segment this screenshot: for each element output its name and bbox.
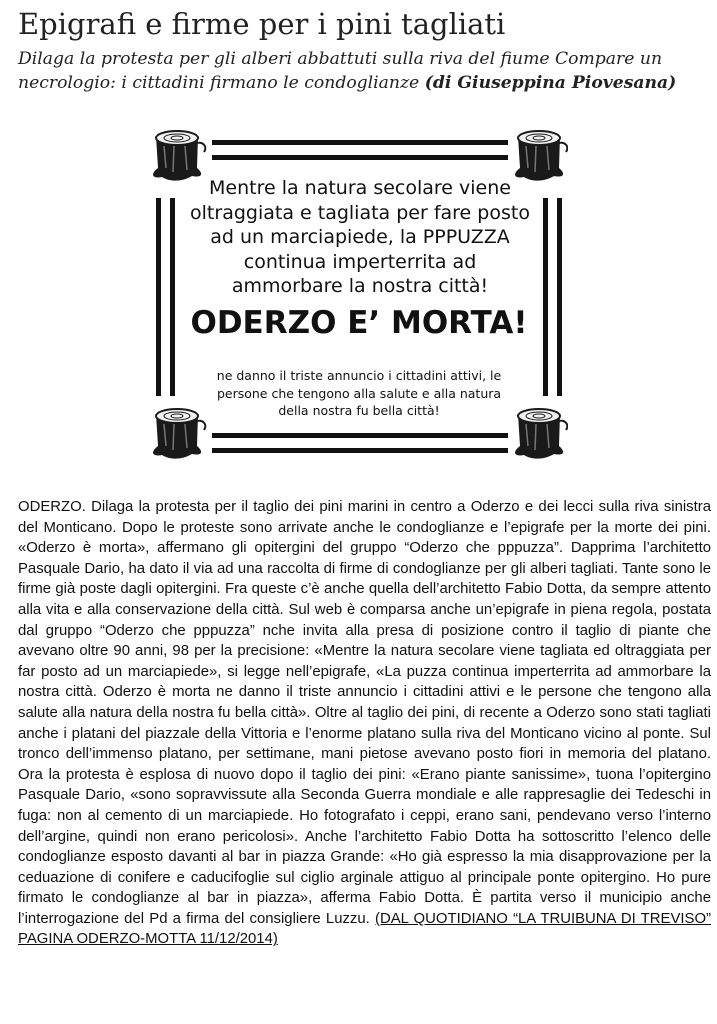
notice-headline: ODERZO E’ MORTA! <box>190 305 528 341</box>
tree-stump-icon <box>153 409 205 459</box>
subtitle-text: Dilaga la protesta per gli alberi abbattuti sulla riva del fiume Compare un necrologio: i cittadini firmano le condoglianze <box>18 49 663 93</box>
tree-stump-icon <box>515 409 567 459</box>
source-credit: (DAL QUOTIDIANO “LA TRUIBUNA DI TREVISO” PAGINA ODERZO-MOTTA 11/12/2014) <box>18 910 711 948</box>
author-byline: (di Giuseppina Piovesana) <box>424 73 677 93</box>
article-title: Epigrafi e firme per i pini tagliati <box>18 7 506 41</box>
tree-stump-icon <box>153 131 205 181</box>
article-text: ODERZO. Dilaga la protesta per il taglio dei pini marini in centro a Oderzo e dei lecci sulla riva sinistra del Monticano. Dopo le proteste sono arrivate anche le condoglianze e l’epigrafe per la morte dei pini. «Oderzo è morta», affermano gli opitergini del gruppo “Oderzo che pppuzza”. Dapprima l’architetto Pasquale Dario, ha dato il via ad una raccolta di firme di condoglianze per gli alberi tagliati. Tante sono le firme già poste dagli opitergini. Fra queste c’è anche quella dell’architetto Fabio Dotta, da sempre attento alla vita e alla conservazione della città. Sul web è comparsa anche un’epigrafe in piena regola, postata dal gruppo “Oderzo che pppuzza” nche invita alla presa di posizione contro il taglio di piante che avevano oltre 90 anni, 98 per la precisione: «Mentre la natura secolare viene tagliata ed oltraggiata per far posto ad un marciapiede», si legge nell’epigrafe, «La puzza continua imperterrita ad ammorbare la nostra città. Oderzo è morta ne danno il triste annuncio i cittadini attivi e le persone che tengono alla salute alla natura della nostra fu bella città». Oltre al taglio dei pini, di recente a Oderzo sono stati tagliati anche i platani del piazzale della Vittoria e l’enorme platano sulla riva del Monticano vicino al ponte. Sul tronco dell’immenso platano, per settimane, mani pietose avevano posto fiori in memoria del platano. Ora la protesta è esplosa di nuovo dopo il taglio dei pini: «Erano piante sanissime», tuona l’opitergino Pasquale Dario, «sono sopravvissute alla Seconda Guerra mondiale e alle rappresaglie dei Tedeschi in fuga: non al cemento di un marciapiede. Ho fotografato i ceppi, erano sani, pendevano verso l’interno dell’argine, quindi non erano pericolosi». Anche l’architetto Fabio Dotta ha sottoscritto l’elenco delle condoglianze esposto davanti al bar in piazza Grande: «Ho già espresso la mia disapprovazione per la ceduazione di conifere e caducifoglie sul ciglio arginale attiguo al principale ponte opitergino. Ho pure firmato le condoglianze al bar in piazza», afferma Fabio Dotta. È partita verso il municipio anche l’interrogazione del Pd a firma del consigliere Luzzu. <box>18 499 711 927</box>
notice-footer-text: ne danno il triste annuncio i cittadini attivi, le persone che tengono alla salute e alla natura della nostra fu bella città! <box>216 368 502 418</box>
article-subtitle <box>18 47 708 95</box>
obituary-notice <box>150 120 568 480</box>
notice-frame <box>150 120 568 480</box>
notice-lead-text: Mentre la natura secolare viene oltraggiata e tagliata per fare posto ad un marciapiede, la PPPUZZA continua imperterrita ad ammorbare la nostra città! <box>190 177 530 297</box>
tree-stump-icon <box>515 131 567 181</box>
article-body <box>18 497 711 950</box>
